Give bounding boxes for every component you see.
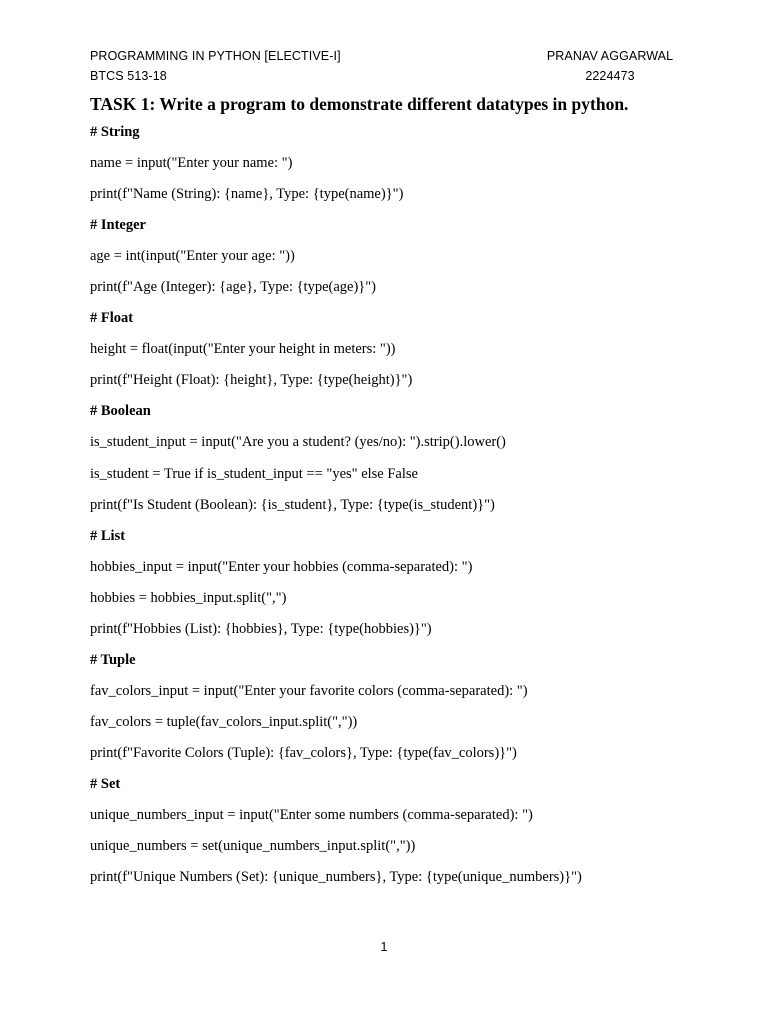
code-comment-line: # Float <box>90 310 134 327</box>
task-title: TASK 1: Write a program to demonstrate different datatypes in python. <box>90 94 629 114</box>
code-line: print(f"Name (String): {name}, Type: {type(name)}") <box>90 186 404 203</box>
code-comment-line: # String <box>90 124 140 140</box>
code-comment-line: # Tuple <box>90 651 136 668</box>
code-line: print(f"Age (Integer): {age}, Type: {type(age)}") <box>90 279 376 296</box>
code-line: is_student_input = input("Are you a student? (yes/no): ").strip().lower() <box>90 434 506 451</box>
author-name: PRANAV AGGARWAL <box>546 49 674 63</box>
code-line: name = input("Enter your name: ") <box>90 155 293 172</box>
page-number: 1 <box>380 940 388 954</box>
code-line: fav_colors_input = input("Enter your favorite colors (comma-separated): ") <box>90 682 528 699</box>
header-row-top <box>90 46 680 66</box>
code-line: height = float(input("Enter your height in meters: ")) <box>90 341 396 358</box>
code-line: is_student = True if is_student_input == "yes" else False <box>90 465 418 482</box>
code-listing <box>90 123 710 886</box>
code-comment-line: # Integer <box>90 217 146 234</box>
code-line: print(f"Is Student (Boolean): {is_student}, Type: {type(is_student)}") <box>90 496 495 513</box>
course-title: PROGRAMMING IN PYTHON [ELECTIVE-I] <box>90 49 341 63</box>
code-line: unique_numbers = set(unique_numbers_input.split(",")) <box>90 838 416 855</box>
code-line: fav_colors = tuple(fav_colors_input.split(",")) <box>90 713 358 730</box>
document-body <box>90 92 710 899</box>
code-line: hobbies = hobbies_input.split(",") <box>90 589 287 606</box>
code-comment-line: # Boolean <box>90 403 151 420</box>
code-line: age = int(input("Enter your age: ")) <box>90 248 295 265</box>
code-line: print(f"Height (Float): {height}, Type: {type(height)}") <box>90 372 413 389</box>
code-comment-line: # List <box>90 527 126 544</box>
roll-number: 2224473 <box>585 69 635 83</box>
header-row-bottom <box>90 66 680 86</box>
code-line: print(f"Favorite Colors (Tuple): {fav_colors}, Type: {type(fav_colors)}") <box>90 744 517 761</box>
code-line: hobbies_input = input("Enter your hobbies (comma-separated): ") <box>90 558 473 575</box>
course-code: BTCS 513-18 <box>90 69 167 83</box>
code-comment-line: # Set <box>90 775 121 792</box>
code-line: print(f"Hobbies (List): {hobbies}, Type: {type(hobbies)}") <box>90 620 432 637</box>
code-line: unique_numbers_input = input("Enter some numbers (comma-separated): ") <box>90 807 533 824</box>
page-header <box>90 46 680 86</box>
code-line: print(f"Unique Numbers (Set): {unique_numbers}, Type: {type(unique_numbers)}") <box>90 869 582 886</box>
